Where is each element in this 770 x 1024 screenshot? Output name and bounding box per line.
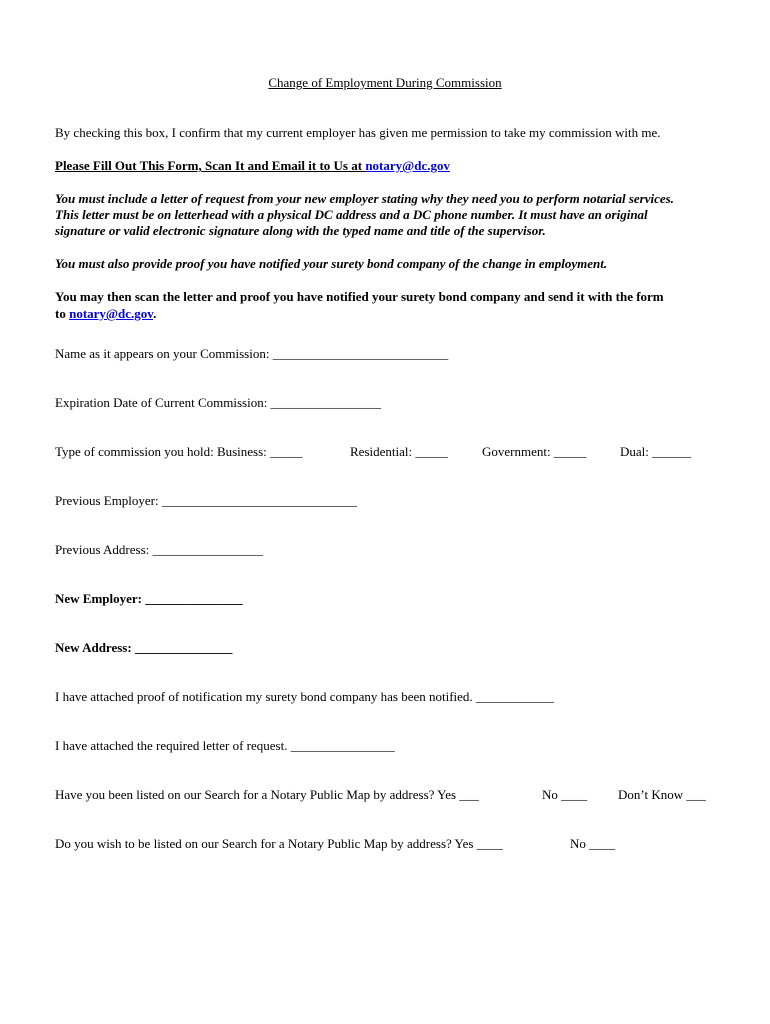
email-link[interactable]: notary@dc.gov <box>365 158 450 173</box>
listed-question-no-field[interactable]: No ____ <box>542 787 588 802</box>
wish-question-no-field[interactable]: No ____ <box>570 836 616 851</box>
page-title: Change of Employment During Commission <box>268 75 502 90</box>
previous-employer-field[interactable]: Previous Employer: ______________________________ <box>55 493 357 508</box>
consent-statement: By checking this box, I confirm that my current employer has given me permission to take my commission with me. <box>55 125 661 140</box>
letter-requirement-line2: This letter must be on letterhead with a physical DC address and a DC phone number. It must have an original <box>55 207 648 222</box>
proof-requirement: You must also provide proof you have notified your surety bond company of the change in employment. <box>55 256 608 271</box>
commission-type-residential-field[interactable]: Residential: _____ <box>350 444 448 459</box>
letter-requirement-line3: signature or valid electronic signature along with the typed name and title of the supervisor. <box>55 223 546 238</box>
scan-note-prefix: to <box>55 306 70 321</box>
listed-question-dont-know-field[interactable]: Don’t Know ___ <box>618 787 706 802</box>
instruction-line <box>55 157 450 174</box>
wish-question-yes-field[interactable]: Do you wish to be listed on our Search for a Notary Public Map by address? Yes ____ <box>55 836 503 851</box>
proof-attached-field[interactable]: I have attached proof of notification my surety bond company has been notified. ____________ <box>55 689 554 704</box>
name-field[interactable]: Name as it appears on your Commission: ___________________________ <box>55 346 449 361</box>
commission-type-government-field[interactable]: Government: _____ <box>482 444 587 459</box>
scan-note-line2 <box>55 305 156 322</box>
scan-note-email-link[interactable]: notary@dc.gov <box>69 306 154 321</box>
letter-attached-field[interactable]: I have attached the required letter of request. ________________ <box>55 738 395 753</box>
scan-note-line1: You may then scan the letter and proof you have notified your surety bond company and send it with the form <box>55 289 664 304</box>
commission-type-dual-field[interactable]: Dual: ______ <box>620 444 692 459</box>
new-employer-field[interactable]: New Employer: _______________ <box>55 591 243 606</box>
previous-address-field[interactable]: Previous Address: _________________ <box>55 542 263 557</box>
commission-type-business-field[interactable]: Type of commission you hold: Business: _____ <box>55 444 303 459</box>
listed-question-yes-field[interactable]: Have you been listed on our Search for a Notary Public Map by address? Yes ___ <box>55 787 479 802</box>
letter-requirement-line1: You must include a letter of request from your new employer stating why they need you to perform notarial services. <box>55 191 674 206</box>
expiration-date-field[interactable]: Expiration Date of Current Commission: _________________ <box>55 395 382 410</box>
instruction-text: Please Fill Out This Form, Scan It and Email it to Us at <box>55 158 366 173</box>
new-address-field[interactable]: New Address: _______________ <box>55 640 233 655</box>
scan-note-suffix: . <box>153 306 157 321</box>
